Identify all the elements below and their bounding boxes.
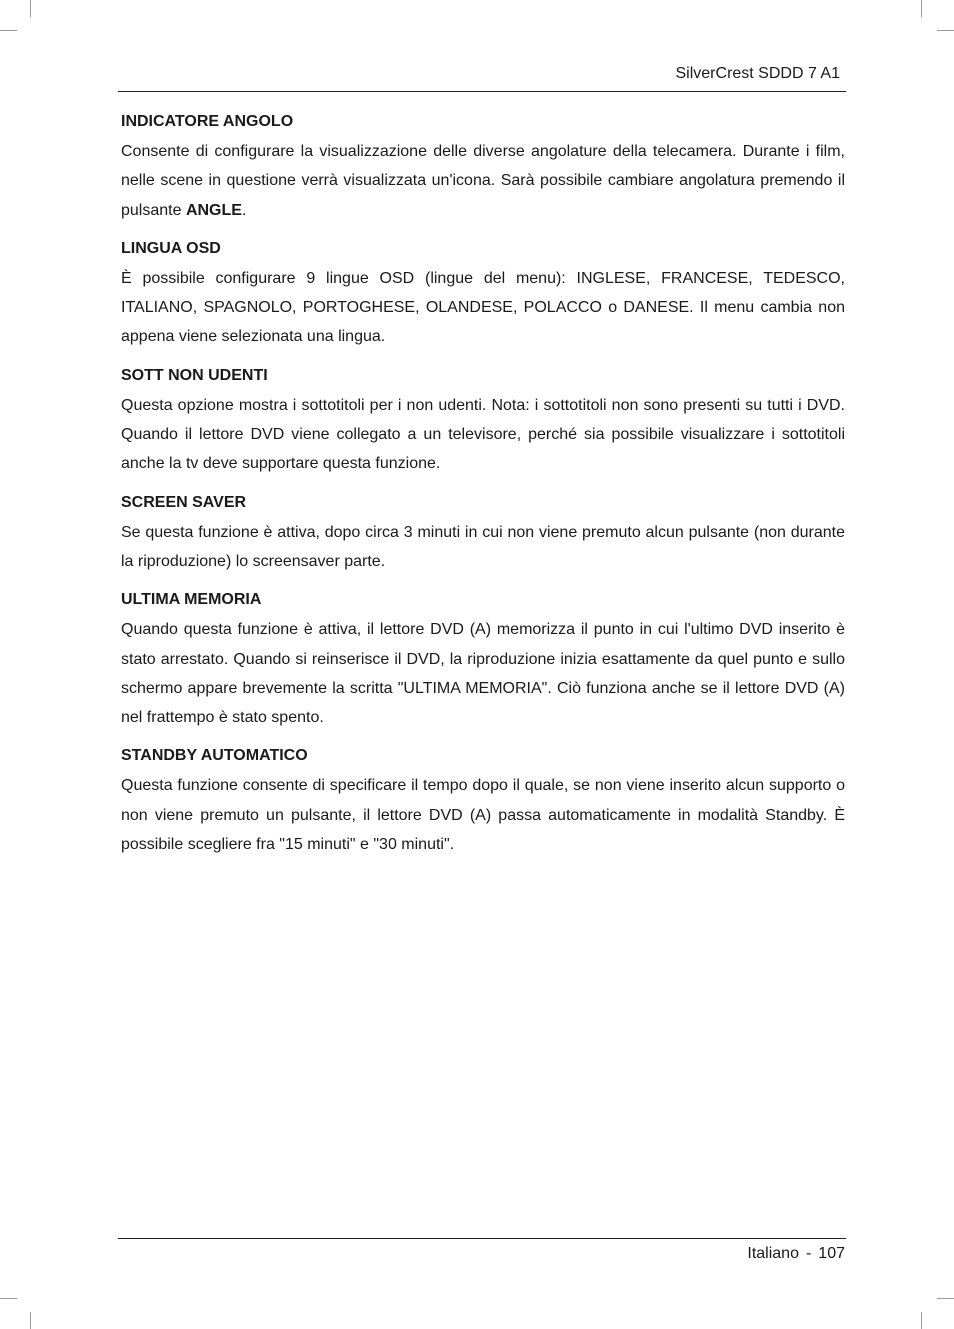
section-indicatore-angolo <box>121 111 845 225</box>
crop-mark <box>0 1298 17 1299</box>
section-text: Se questa funzione è attiva, dopo circa 3 minuti in cui non viene premuto alcun pulsante (non durante la riproduzione) lo screensaver parte. <box>121 523 845 570</box>
footer-language: Italiano <box>747 1245 799 1262</box>
crop-mark <box>937 1298 954 1299</box>
crop-mark <box>921 0 922 17</box>
crop-mark <box>0 30 17 31</box>
section-heading: SOTT NON UDENTI <box>121 366 268 384</box>
page-footer <box>747 1243 845 1265</box>
section-text: È possibile configurare 9 lingue OSD (lingue del menu): INGLESE, FRANCESE, TEDESCO, ITALIANO, SPAGNOLO, PORTOGHESE, OLANDESE, POLACCO o DANESE. Il menu cambia non appena viene selezionata una lingua. <box>121 269 845 346</box>
section-text-part: Consente di configurare la visualizzazione delle diverse angolature della telecamera. Durante i film, nelle scene in questione verrà visualizzata un'icona. Sarà possibile cambiare angolatura premendo il pulsante <box>121 143 845 219</box>
section-ultima-memoria <box>121 589 845 732</box>
section-heading: INDICATORE ANGOLO <box>121 113 294 130</box>
section-lingua-osd <box>121 238 845 352</box>
section-text <box>121 137 845 225</box>
crop-mark <box>30 0 31 17</box>
header-rule <box>118 91 846 92</box>
crop-mark <box>921 1312 922 1329</box>
section-sott-non-udenti <box>121 365 845 479</box>
page-content <box>121 111 845 872</box>
section-heading: STANDBY AUTOMATICO <box>121 747 308 765</box>
section-heading: ULTIMA MEMORIA <box>121 591 262 609</box>
section-heading: LINGUA OSD <box>121 239 221 257</box>
section-standby-automatico <box>121 745 845 859</box>
section-text: Quando questa funzione è attiva, il lettore DVD (A) memorizza il punto in cui l'ultimo DVD inserito è stato arrestato. Quando si reinserisce il DVD, la riproduzione inizia esattamente da quel punto e sullo schermo appare brevemente la scritta "ULTIMA MEMORIA". Ciò funziona anche se il lettore DVD (A) nel frattempo è stato spento. <box>121 621 845 727</box>
page-header-model: SilverCrest SDDD 7 A1 <box>675 65 840 82</box>
footer-rule <box>118 1238 846 1239</box>
section-text-part: . <box>241 201 247 219</box>
footer-separator: - <box>805 1245 812 1262</box>
crop-mark <box>30 1312 31 1329</box>
crop-mark <box>937 30 954 31</box>
angle-button-label: ANGLE <box>185 201 242 219</box>
section-text: Questa funzione consente di specificare il tempo dopo il quale, se non viene inserito alcun supporto o non viene premuto un pulsante, il lettore DVD (A) passa automaticamente in modalità Standby. È possibile scegliere fra "15 minuti" e "30 minuti". <box>121 777 845 854</box>
section-text: Questa opzione mostra i sottotitoli per i non udenti. Nota: i sottotitoli non sono presenti su tutti i DVD. Quando il lettore DVD viene collegato a un televisore, perché sia possibile visualizzare i sottotitoli anche la tv deve supportare questa funzione. <box>121 396 845 473</box>
section-screen-saver <box>121 492 845 577</box>
section-heading: SCREEN SAVER <box>121 493 247 511</box>
page-number: 107 <box>818 1245 845 1262</box>
